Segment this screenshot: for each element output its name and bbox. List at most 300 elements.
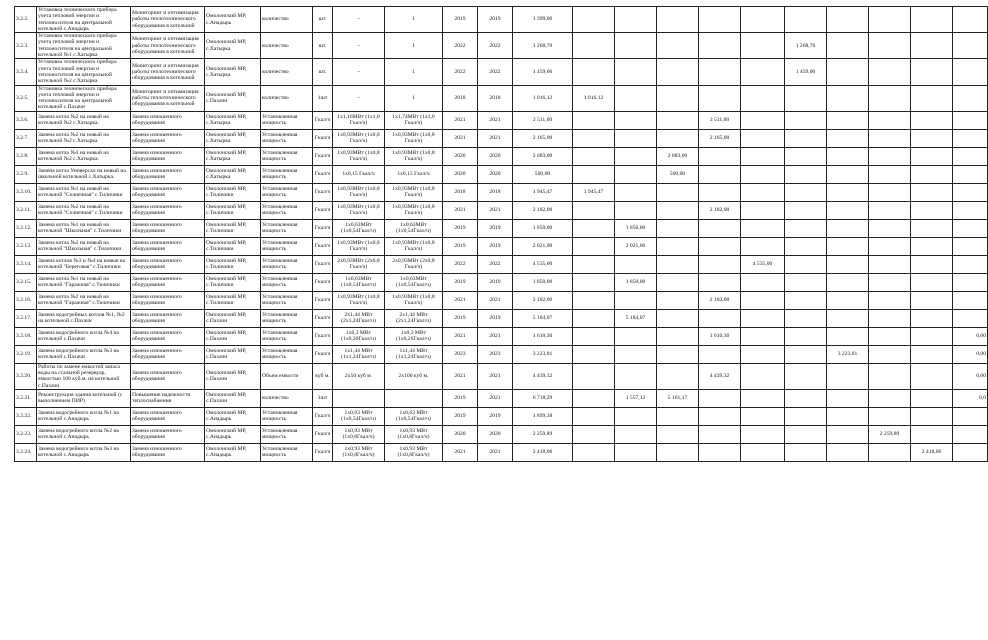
cell-v8 — [869, 389, 911, 407]
cell-unit: Гкал/ч — [313, 345, 333, 363]
cell-place: Омолонский МР, с.Тиличики — [205, 237, 261, 255]
cell-type: Замена изношенного оборудования — [131, 309, 205, 327]
cell-v3: 500,00 — [657, 165, 699, 183]
cell-v6 — [785, 309, 827, 327]
cell-y2: 2022 — [478, 255, 513, 273]
cell-v2 — [615, 85, 657, 111]
cell-v10 — [953, 407, 988, 425]
cell-v10: 0,00 — [953, 363, 988, 389]
cell-v7 — [827, 129, 869, 147]
cell-v7 — [827, 407, 869, 425]
cell-v8 — [869, 273, 911, 291]
cell-y1: 2021 — [443, 443, 478, 461]
document-sheet — [14, 6, 986, 462]
table-row — [15, 327, 988, 345]
cell-before: 1х0,93МВт (1х0,8 Гкал/ч) — [333, 201, 385, 219]
cell-before: 1х0,93МВт (1х0,8 Гкал/ч) — [333, 129, 385, 147]
cell-type: Замена изношенного оборудования — [131, 129, 205, 147]
table-row — [15, 389, 988, 407]
table-row — [15, 7, 988, 33]
cell-num: 3.2.7. — [15, 129, 37, 147]
cell-v5 — [741, 237, 785, 255]
cell-v7 — [827, 273, 869, 291]
cell-y1: 2021 — [443, 111, 478, 129]
cell-v8 — [869, 219, 911, 237]
cell-v10 — [953, 147, 988, 165]
cell-v5 — [741, 309, 785, 327]
cell-after: 1х1,74МВт (1х1,0 Гкал/ч) — [385, 111, 443, 129]
cell-y1: 2020 — [443, 147, 478, 165]
cell-num: 3.2.3. — [15, 33, 37, 59]
cell-y2: 2021 — [478, 363, 513, 389]
cell-after — [385, 389, 443, 407]
cell-cost: 5 184,07 — [513, 309, 573, 327]
cell-param: Установленная мощность — [261, 129, 313, 147]
cell-type: Мониторинг и оптимизация работы теплотехнического оборудования в котельной — [131, 59, 205, 85]
cell-y2: 2022 — [478, 59, 513, 85]
cell-v5 — [741, 273, 785, 291]
cell-v2: 1 557,12 — [615, 389, 657, 407]
cell-cost: 1 899,38 — [513, 407, 573, 425]
cell-v3 — [657, 183, 699, 201]
cell-unit: Гкал/ч — [313, 443, 333, 461]
cell-v2 — [615, 363, 657, 389]
cell-num: 3.2.5. — [15, 85, 37, 111]
cell-v10: 0,00 — [953, 327, 988, 345]
cell-type: Мониторинг и оптимизация работы теплотехнического оборудования в котельной — [131, 7, 205, 33]
cell-name: Замена котла №2 на новый на котельной №2 с.Хатырка. — [37, 111, 131, 129]
cell-y1: 2022 — [443, 59, 478, 85]
cell-cost: 1 610,30 — [513, 327, 573, 345]
cell-num: 3.2.9. — [15, 165, 37, 183]
cell-v2: 5 184,07 — [615, 309, 657, 327]
cell-v9 — [911, 165, 953, 183]
cell-v4 — [699, 273, 741, 291]
cell-v8 — [869, 111, 911, 129]
cell-v3 — [657, 237, 699, 255]
cell-place: Омолонский МР, с.Хатырка — [205, 147, 261, 165]
cell-v8 — [869, 165, 911, 183]
cell-v6 — [785, 345, 827, 363]
cell-v7 — [827, 183, 869, 201]
table-row — [15, 345, 988, 363]
cell-v1 — [573, 363, 615, 389]
cell-v6 — [785, 7, 827, 33]
cell-v2 — [615, 111, 657, 129]
cell-v6 — [785, 165, 827, 183]
cell-v2 — [615, 291, 657, 309]
cell-num: 3.2.11. — [15, 201, 37, 219]
cell-v2 — [615, 255, 657, 273]
cell-before: 2х0,93МВт (2х0,8 Гкал/ч) — [333, 255, 385, 273]
cell-type: Замена изношенного оборудования — [131, 327, 205, 345]
cell-name: Замена котла №2 на новый на котельной "Школьная" с.Тиличики — [37, 237, 131, 255]
cell-cost: 2 165,00 — [513, 129, 573, 147]
cell-v7 — [827, 201, 869, 219]
table-row — [15, 111, 988, 129]
cell-name: Замена водогрейных котлов №1, №2 на котельной с.Пахачи — [37, 309, 131, 327]
table-row — [15, 165, 988, 183]
cell-y2: 2020 — [478, 165, 513, 183]
cell-before: – — [333, 7, 385, 33]
cell-y1: 2020 — [443, 425, 478, 443]
cell-v4 — [699, 237, 741, 255]
cell-y2: 2021 — [478, 201, 513, 219]
cell-v10: 0,0 — [953, 389, 988, 407]
cell-v7 — [827, 255, 869, 273]
cell-v10 — [953, 183, 988, 201]
cell-place: Омолонский МР, с.Тиличики — [205, 183, 261, 201]
cell-v5 — [741, 59, 785, 85]
cell-num: 3.2.12. — [15, 219, 37, 237]
cell-v1 — [573, 33, 615, 59]
cell-param: количество — [261, 59, 313, 85]
cell-v3 — [657, 219, 699, 237]
cell-v1 — [573, 389, 615, 407]
cell-after: 1х1,44 МВт (1х1,24Гкал/ч) — [385, 345, 443, 363]
cell-v8 — [869, 291, 911, 309]
cell-v9 — [911, 7, 953, 33]
cell-v10 — [953, 255, 988, 273]
table-row — [15, 273, 988, 291]
cell-num: 3.2.22. — [15, 407, 37, 425]
cell-v3 — [657, 111, 699, 129]
cell-after: 2х100 куб м. — [385, 363, 443, 389]
cell-v2 — [615, 147, 657, 165]
cell-v6 — [785, 201, 827, 219]
cell-v2 — [615, 345, 657, 363]
cell-v1 — [573, 201, 615, 219]
cell-v9 — [911, 309, 953, 327]
cell-place: Омолонский МР, с.Тиличики — [205, 219, 261, 237]
table-row — [15, 201, 988, 219]
cell-cost: 2 182,00 — [513, 201, 573, 219]
cell-type: Замена изношенного оборудования — [131, 147, 205, 165]
cell-v7 — [827, 291, 869, 309]
cell-v4: 2 511,00 — [699, 111, 741, 129]
cell-v3 — [657, 201, 699, 219]
cell-v1 — [573, 425, 615, 443]
cell-v10 — [953, 201, 988, 219]
cell-unit: куб м. — [313, 363, 333, 389]
cell-v7 — [827, 219, 869, 237]
cell-v4 — [699, 255, 741, 273]
cell-place: Омолонский МР, с.Анадырь — [205, 443, 261, 461]
cell-v9 — [911, 363, 953, 389]
cell-v9 — [911, 147, 953, 165]
cell-v5 — [741, 85, 785, 111]
cell-y1: 2020 — [443, 165, 478, 183]
cell-cost: 500,00 — [513, 165, 573, 183]
cell-v10 — [953, 33, 988, 59]
cell-v1 — [573, 309, 615, 327]
cell-v2: 2 021,00 — [615, 237, 657, 255]
cell-y2: 2020 — [478, 425, 513, 443]
cell-v5 — [741, 165, 785, 183]
cell-v3 — [657, 85, 699, 111]
cell-before: 1х1,44 МВт (1х1,24Гкал/ч) — [333, 345, 385, 363]
cell-v7 — [827, 389, 869, 407]
cell-cost: 3 223,81 — [513, 345, 573, 363]
cell-num: 3.2.23. — [15, 425, 37, 443]
cell-name: Установка технического прибора учета тепловой энергии и теплоносителя на центральной котельной №2 с.Хатырка — [37, 59, 131, 85]
cell-place: Омолонский МР, с.Пахачи — [205, 309, 261, 327]
cell-type: Замена изношенного оборудования — [131, 291, 205, 309]
cell-param: Установленная мощность — [261, 111, 313, 129]
cell-v5 — [741, 219, 785, 237]
cell-v9 — [911, 407, 953, 425]
cell-v8 — [869, 129, 911, 147]
cell-type: Замена изношенного оборудования — [131, 183, 205, 201]
cell-y2: 2021 — [478, 389, 513, 407]
cell-v2 — [615, 443, 657, 461]
cell-type: Замена изношенного оборудования — [131, 111, 205, 129]
cell-v8 — [869, 201, 911, 219]
cell-v10 — [953, 111, 988, 129]
cell-y1: 2021 — [443, 129, 478, 147]
cell-v5 — [741, 33, 785, 59]
cell-cost: 1 016,12 — [513, 85, 573, 111]
cell-name: Замена котла №2 на новый на котельной "Солнечная" с.Тиличики — [37, 201, 131, 219]
cell-y1: 2021 — [443, 201, 478, 219]
cell-name: Замена водогрейного котла №1 на котельной с.Анадырь — [37, 407, 131, 425]
cell-after: 1х0,3 МВт (1х0,26Гкал/ч) — [385, 327, 443, 345]
cell-unit: Гкал/ч — [313, 273, 333, 291]
cell-v3 — [657, 59, 699, 85]
cell-v9 — [911, 425, 953, 443]
cell-unit: Гкал/ч — [313, 219, 333, 237]
cell-cost: 4 439,32 — [513, 363, 573, 389]
cell-v7 — [827, 327, 869, 345]
cell-name: Замена котла №3 на новый на котельной №2 с.Хатырка. — [37, 147, 131, 165]
cell-v5 — [741, 111, 785, 129]
cell-name: Замена котла №1 на новый на котельной "Школьная" с.Тиличики — [37, 219, 131, 237]
table-row — [15, 407, 988, 425]
cell-place: Омолонский МР, с.Тиличики — [205, 291, 261, 309]
cell-param: Установленная мощность — [261, 273, 313, 291]
cell-unit: Гкал/ч — [313, 165, 333, 183]
cell-v6 — [785, 255, 827, 273]
cell-place: Омолонский МР, с.Тиличики — [205, 201, 261, 219]
cell-v5 — [741, 7, 785, 33]
cell-y2: 2021 — [478, 111, 513, 129]
cell-v9 — [911, 237, 953, 255]
cell-v2 — [615, 59, 657, 85]
cell-type: Замена изношенного оборудования — [131, 407, 205, 425]
cell-param: Установленная мощность — [261, 201, 313, 219]
cell-num: 3.2.16. — [15, 291, 37, 309]
cell-v1 — [573, 165, 615, 183]
cell-v6 — [785, 85, 827, 111]
cell-v2 — [615, 201, 657, 219]
cell-place: Омолонский МР, с.Тиличики — [205, 273, 261, 291]
cell-v4: 4 439,32 — [699, 363, 741, 389]
cell-param: Установленная мощность — [261, 255, 313, 273]
cell-param: количество — [261, 7, 313, 33]
cell-param: Объем емкости — [261, 363, 313, 389]
cell-v10 — [953, 129, 988, 147]
cell-place: Омолонский МР, с.Хатырка — [205, 33, 261, 59]
cell-y2: 2019 — [478, 273, 513, 291]
cell-place: Омолонский МР, с.Пахачи — [205, 85, 261, 111]
cell-v9 — [911, 273, 953, 291]
cell-v8 — [869, 443, 911, 461]
cell-v5 — [741, 407, 785, 425]
cell-v8 — [869, 345, 911, 363]
cell-type: Замена изношенного оборудования — [131, 425, 205, 443]
cell-before: 1х0,63МВт (1х0,54Гкал/ч) — [333, 219, 385, 237]
cell-cost: 6 718,29 — [513, 389, 573, 407]
cell-v10 — [953, 309, 988, 327]
cell-name: Замена котла Универсал на новый на школьной котельной с.Хатырка. — [37, 165, 131, 183]
cell-v4: 2 182,00 — [699, 291, 741, 309]
cell-y1: 2019 — [443, 407, 478, 425]
cell-num: 3.2.15. — [15, 273, 37, 291]
table-row — [15, 129, 988, 147]
cell-y1: 2023 — [443, 345, 478, 363]
cell-after: 1х0,93МВт (1х0,8 Гкал/ч) — [385, 183, 443, 201]
cell-before: 1х0,93 МВт (1х0,8Гкал/ч) — [333, 425, 385, 443]
cell-v8: 2 259,89 — [869, 425, 911, 443]
cell-v7 — [827, 85, 869, 111]
cell-unit: Гкал/ч — [313, 291, 333, 309]
cell-v7 — [827, 7, 869, 33]
cell-v10 — [953, 165, 988, 183]
cell-after: 1х0,93МВт (1х0,8 Гкал/ч) — [385, 129, 443, 147]
cell-place: Омолонский МР, с.Хатырка — [205, 59, 261, 85]
cell-v7 — [827, 33, 869, 59]
cell-v1 — [573, 147, 615, 165]
cell-before: – — [333, 59, 385, 85]
cell-v3: 5 161,17 — [657, 389, 699, 407]
cell-y1: 2019 — [443, 237, 478, 255]
cell-param: Установленная мощность — [261, 407, 313, 425]
cell-type: Мониторинг и оптимизация работы теплотехнического оборудования в котельной — [131, 33, 205, 59]
cell-v8 — [869, 363, 911, 389]
cell-v7 — [827, 309, 869, 327]
cell-v6 — [785, 425, 827, 443]
cell-name: Установка технического прибора учета тепловой энергии и теплоносителя на центральной котельной с.Анадырь — [37, 7, 131, 33]
cell-num: 3.2.2. — [15, 7, 37, 33]
table-row — [15, 219, 988, 237]
cell-v6 — [785, 443, 827, 461]
cell-v3 — [657, 425, 699, 443]
cell-num: 3.2.24. — [15, 443, 37, 461]
cell-place: Омолонский МР, с.Тиличики — [205, 255, 261, 273]
cell-type: Замена изношенного оборудования — [131, 273, 205, 291]
cell-v2 — [615, 33, 657, 59]
cell-after: 1х0,93 МВт (1х0,8Гкал/ч) — [385, 425, 443, 443]
cell-v4 — [699, 147, 741, 165]
cell-after: 1х0,93МВт (1х0,8 Гкал/ч) — [385, 147, 443, 165]
cell-v4 — [699, 85, 741, 111]
cell-y1: 2018 — [443, 183, 478, 201]
cell-v7 — [827, 443, 869, 461]
cell-v2: 1 850,00 — [615, 273, 657, 291]
cell-v1 — [573, 129, 615, 147]
cell-v1 — [573, 273, 615, 291]
cell-type: Замена изношенного оборудования — [131, 255, 205, 273]
cell-cost: 2 259,89 — [513, 425, 573, 443]
cell-after: 1х0,93 МВт (1х0,8Гкал/ч) — [385, 443, 443, 461]
cell-y1: 2022 — [443, 255, 478, 273]
cell-v2 — [615, 327, 657, 345]
cell-param: количество — [261, 389, 313, 407]
cell-before: 2х50 куб м. — [333, 363, 385, 389]
cell-v3: 2 083,00 — [657, 147, 699, 165]
cell-v7 — [827, 425, 869, 443]
table-row — [15, 425, 988, 443]
cell-num: 3.2.19. — [15, 345, 37, 363]
cell-v1 — [573, 7, 615, 33]
cell-before: 1х0,63МВт (1х0,54Гкал/ч) — [333, 273, 385, 291]
table-row — [15, 33, 988, 59]
cell-cost: 1 850,00 — [513, 219, 573, 237]
cell-v1: 1 945,47 — [573, 183, 615, 201]
cell-v6 — [785, 291, 827, 309]
cell-v6 — [785, 327, 827, 345]
cell-cost: 1 268,70 — [513, 33, 573, 59]
cell-after: 1х0,93МВт (1х0,8 Гкал/ч) — [385, 237, 443, 255]
cell-v9 — [911, 59, 953, 85]
cell-v4: 2 165,00 — [699, 129, 741, 147]
cell-v9 — [911, 255, 953, 273]
cell-v7 — [827, 363, 869, 389]
cell-y2: 2018 — [478, 183, 513, 201]
cell-type: Мониторинг и оптимизация работы теплотехнического оборудования в котельной — [131, 85, 205, 111]
cell-unit: Гкал/ч — [313, 407, 333, 425]
cell-v2 — [615, 7, 657, 33]
cell-v4 — [699, 7, 741, 33]
cell-v4 — [699, 345, 741, 363]
cell-v5: 4 535,00 — [741, 255, 785, 273]
cell-param: Установленная мощность — [261, 219, 313, 237]
cell-unit: Гкал/ч — [313, 201, 333, 219]
cell-v6 — [785, 273, 827, 291]
cell-num: 3.2.21. — [15, 389, 37, 407]
cell-v4 — [699, 309, 741, 327]
cell-v9 — [911, 111, 953, 129]
cell-cost: 1 399,06 — [513, 7, 573, 33]
cell-v7 — [827, 111, 869, 129]
cell-place: Омолонский МР, с.Хатырка — [205, 165, 261, 183]
cell-param: Установленная мощность — [261, 425, 313, 443]
cell-y2: 2018 — [478, 85, 513, 111]
cell-before: 1х0,63 МВт (1х0,54Гкал/ч) — [333, 407, 385, 425]
cell-place: Омолонский МР, с.Пахачи — [205, 345, 261, 363]
cell-y1: 2021 — [443, 327, 478, 345]
cell-y2: 2019 — [478, 219, 513, 237]
cell-name: Замена котла №1 на новый на котельной "Гаражная" с.Тиличики — [37, 273, 131, 291]
cell-type: Повышение надежности теплоснабжения — [131, 389, 205, 407]
cell-v4 — [699, 165, 741, 183]
cell-v5 — [741, 327, 785, 345]
cell-v10 — [953, 237, 988, 255]
cell-v10 — [953, 85, 988, 111]
cell-cost: 2 083,00 — [513, 147, 573, 165]
cell-before: – — [333, 33, 385, 59]
table-row — [15, 291, 988, 309]
cell-cost: 1 459,06 — [513, 59, 573, 85]
cell-v2 — [615, 165, 657, 183]
cell-v8 — [869, 7, 911, 33]
cell-v1 — [573, 111, 615, 129]
table-row — [15, 443, 988, 461]
cell-v9: 2 418,06 — [911, 443, 953, 461]
cell-cost: 2 418,06 — [513, 443, 573, 461]
cell-v9 — [911, 291, 953, 309]
table-row — [15, 183, 988, 201]
